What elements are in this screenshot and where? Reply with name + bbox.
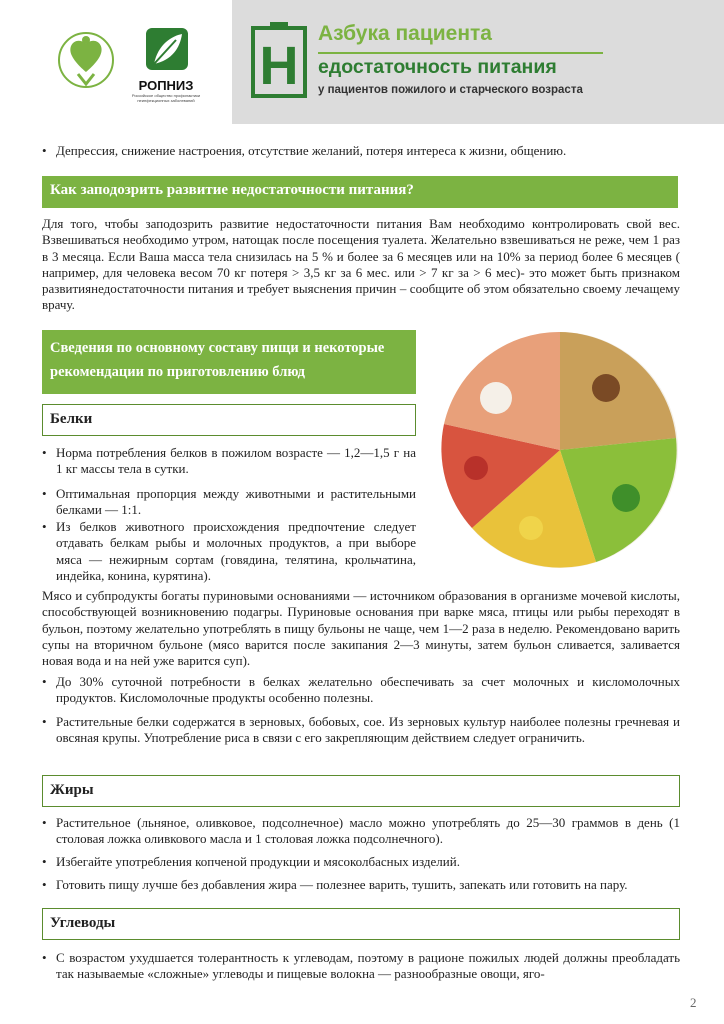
subheading-proteins: Белки bbox=[42, 404, 416, 436]
food-plate-image bbox=[436, 328, 684, 572]
section-heading-suspect: Как заподозрить развитие недостаточности питания? bbox=[42, 176, 678, 208]
nmic-logo-icon bbox=[56, 22, 116, 102]
protein-bullet-2: • Оптимальная пропорция между животными и растительными белками — 1:1. bbox=[42, 486, 416, 519]
title-letter-icon bbox=[250, 22, 308, 98]
subheading-fats: Жиры bbox=[42, 775, 680, 807]
carbs-bullet-1: • С возрастом ухудшается толерантность к углеводам, поэтому в рационе пожилых людей должны преобладать так называемые «сложные» углеводы и пищевые волокна — разнообразные овощи, яго- bbox=[42, 950, 680, 983]
protein-paragraph: Мясо и субпродукты богаты пуриновыми основаниями — источником образования в организме мочевой кислоты, способствующей возникновению подагры. Пуриновые основания при варке мяса, птицы или рыбы переходят в бульон, поэтому желательно употреблять в пищу бульоны не чаще, чем 1—2 раза в неделю. Рекомендовано варить супы на вторичном бульоне (мясо варится после закипания 2—3 минуты, затем бульон сливается, заливается новая вода и на ней уже варится суп). bbox=[42, 588, 680, 669]
fats-bullet-2: • Избегайте употребления копченой продукции и мясоколбасных изделий. bbox=[42, 854, 680, 870]
leaf-icon bbox=[126, 26, 206, 76]
series-title: Азбука пациента bbox=[318, 22, 492, 45]
fats-bullet-3: • Готовить пищу лучше без добавления жира — полезнее варить, тушить, запекать или готовить на пару. bbox=[42, 877, 680, 893]
section-paragraph-suspect: Для того, чтобы заподозрить развитие недостаточности питания Вам необходимо контролировать свой вес. Взвешиваться необходимо утром, натощак после посещения туалета. Желательно взвешиваться не реже, чем 1 раз в 3 месяца. Если Ваша масса тела снизилась на 5 % и более за 6 месяцев или на 10% за период более 6 месяцев ( например, для человека весом 70 кг потеря > 3,5 кг за 6 мес. или > 7 кг за > 6 мес)- это может быть признаком развитиянедостаточности питания и требует выяснения причин – сообщите об этом обязательно своему лечащему врачу. bbox=[42, 216, 680, 313]
header-logos-area bbox=[0, 0, 232, 124]
ropniz-name: РОПНИЗ bbox=[138, 78, 194, 93]
intro-bullet: • Депрессия, снижение настроения, отсутствие желаний, потеря интереса к жизни, общению. bbox=[42, 143, 682, 159]
protein-bullet-5: • Растительные белки содержатся в зерновых, бобовых, сое. Из зерновых культур наиболее полезны гречневая и овсяная крупы. Употребление риса в связи с его закрепляющим действием следует ограничить. bbox=[42, 714, 680, 747]
subheading-carbs: Углеводы bbox=[42, 908, 680, 940]
page-title: едостаточность питания bbox=[318, 56, 557, 78]
protein-bullet-1: • Норма потребления белков в пожилом возрасте — 1,2—1,5 г на 1 кг массы тела в сутки. bbox=[42, 445, 416, 478]
protein-bullet-4: • До 30% суточной потребности в белках желательно обеспечивать за счет молочных и кисломолочных продуктов. Кисломолочные продукты особенно полезны. bbox=[42, 674, 680, 707]
fats-bullet-1: • Растительное (льняное, оливковое, подсолнечное) масло можно употреблять до 25—30 граммов в день (1 столовая ложка оливкового масла и 1 столовая ложка подсолнечного). bbox=[42, 815, 680, 848]
title-letter: Н bbox=[259, 36, 299, 96]
ropniz-subtitle: Российское общество профилактики неинфекционных заболеваний bbox=[131, 93, 201, 103]
title-divider bbox=[318, 52, 603, 54]
section-heading-food: Сведения по основному составу пищи и некоторые рекомендации по приготовлению блюд bbox=[42, 330, 416, 394]
ropniz-logo bbox=[126, 26, 206, 106]
page-subtitle: у пациентов пожилого и старческого возраста bbox=[318, 84, 583, 96]
protein-bullet-3: • Из белков животного происхождения предпочтение следует отдавать белкам рыбы и молочных продуктов, а при выборе мяса — нежирным сортам (говядина, телятина, крольчатина, индейка, конина, курятина). bbox=[42, 519, 416, 584]
page-number: 2 bbox=[690, 995, 697, 1010]
